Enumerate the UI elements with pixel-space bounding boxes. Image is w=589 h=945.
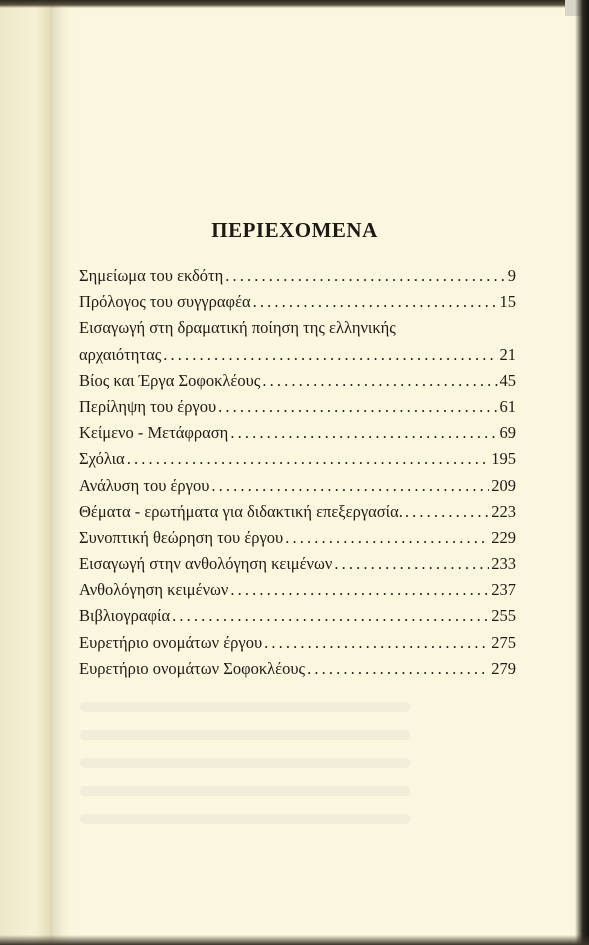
toc-page-number: 255 [491,606,516,626]
toc-entry-title: Κείμενο - Μετάφραση [79,423,229,443]
show-through-text [80,786,410,796]
toc-leader-dots [262,368,497,394]
toc-entry[interactable] [79,499,516,525]
toc-entry-title: Θέματα - ερωτήματα για διδακτική επεξεργασία. [79,501,403,521]
book-gutter [0,0,50,945]
toc-entry[interactable] [79,263,516,289]
toc-page-number: 9 [507,266,516,285]
toc-leader-dots [285,525,489,551]
show-through-text [80,758,410,768]
toc-page-number: 45 [499,370,516,390]
toc-page-number: 195 [491,449,516,469]
toc-entry-title: Ευρετήριο ονομάτων έργου [79,632,263,652]
toc-entry[interactable] [79,289,516,315]
toc-entry-title: Βιβλιογραφία [79,606,171,626]
toc-entry-title: Εισαγωγή στη δραματική ποίηση της ελληνικής [79,318,396,338]
toc-leader-dots [127,446,490,472]
show-through-text [80,814,410,824]
toc-page-number: 21 [499,344,516,364]
toc-entry-title: Ανθολόγηση κειμένων [79,580,229,600]
toc-leader-dots [225,263,505,289]
toc-leader-dots [163,342,497,368]
toc-page-number: 209 [491,475,516,495]
toc-entry-title: Ευρετήριο ονομάτων Σοφοκλέους [79,658,306,678]
toc-entry[interactable] [79,315,516,341]
toc-page-number: 279 [491,658,516,678]
toc-entry[interactable] [79,446,516,472]
toc-leader-dots [253,289,498,315]
toc-page-number: 15 [499,292,516,312]
table-of-contents [79,263,516,682]
toc-leader-dots [211,473,489,499]
scan-bottom-edge [0,935,589,945]
scan-right-edge [575,0,589,945]
toc-entry[interactable] [79,603,516,629]
toc-entry-title: Ανάλυση του έργου [79,475,210,495]
toc-page-number: 233 [491,554,516,574]
contents-heading: ΠΕΡΙΕΧΟΜΕΝΑ [211,218,378,242]
toc-leader-dots [264,630,489,656]
toc-entry[interactable] [79,551,516,577]
toc-entry[interactable] [79,656,516,682]
toc-entry-title: Συνοπτική θεώρηση του έργου [79,527,284,547]
toc-leader-dots [172,603,489,629]
toc-entry[interactable] [79,473,516,499]
show-through-text [80,702,410,712]
toc-page-number: 61 [499,396,516,416]
toc-entry-title: Βίος και Έργα Σοφοκλέους [79,370,261,390]
show-through-text [80,730,410,740]
toc-page-number: 69 [499,423,516,443]
toc-page-number: 229 [491,527,516,547]
toc-leader-dots [230,577,489,603]
toc-entry-title: Εισαγωγή στην ανθολόγηση κειμένων [79,554,333,574]
toc-entry-title: αρχαιότητας [79,344,162,364]
toc-entry[interactable] [79,342,516,368]
toc-entry[interactable] [79,630,516,656]
toc-entry[interactable] [79,394,516,420]
toc-entry-title: Περίληψη του έργου [79,396,217,416]
toc-entry-title: Σχόλια [79,449,125,469]
toc-entry[interactable] [79,368,516,394]
toc-entry-title: Πρόλογος του συγγραφέα [79,292,251,312]
toc-entry[interactable] [79,577,516,603]
toc-leader-dots [405,499,489,525]
toc-page-number: 275 [491,632,516,652]
toc-entry[interactable] [79,420,516,446]
toc-entry-title: Σημείωμα του εκδότη [79,266,224,285]
toc-leader-dots [218,394,497,420]
toc-leader-dots [307,656,489,682]
toc-leader-dots [334,551,489,577]
toc-entry[interactable] [79,525,516,551]
toc-page-number: 223 [491,501,516,521]
toc-page-number: 237 [491,580,516,600]
toc-leader-dots [230,420,497,446]
scan-top-edge [0,0,589,8]
